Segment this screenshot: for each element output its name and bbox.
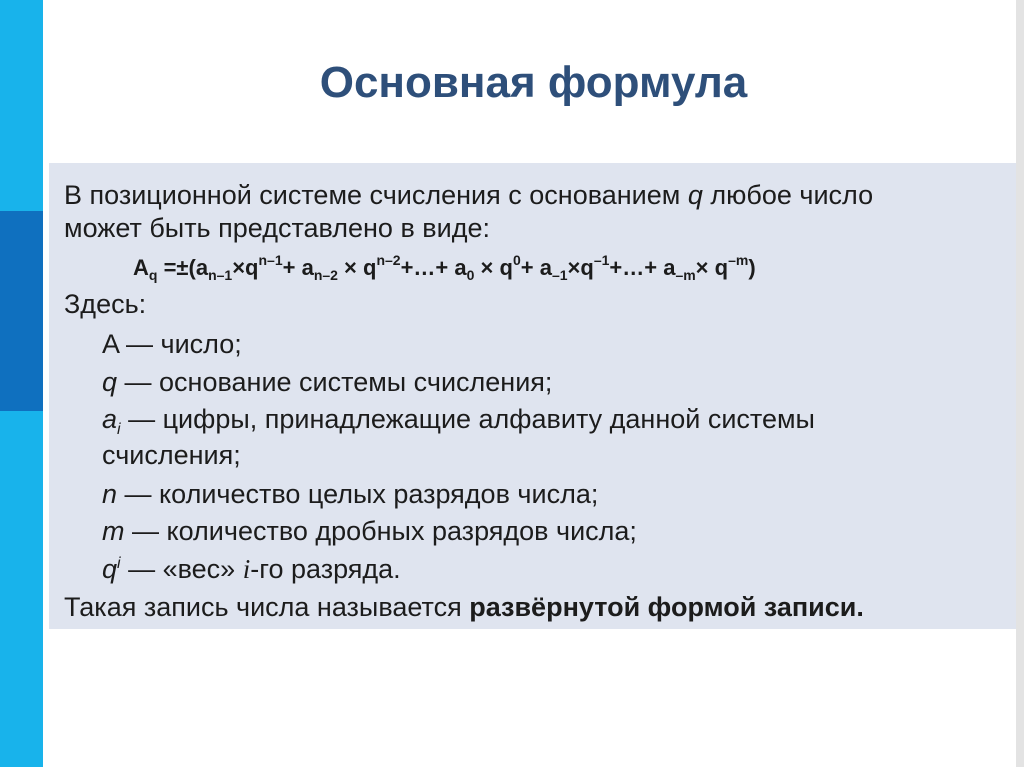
def-symbol: m [102, 516, 125, 546]
formula-sub: n–2 [313, 267, 338, 283]
def-qi [102, 554, 401, 585]
formula-sub: –m [675, 267, 696, 283]
def-sup: i [117, 555, 121, 572]
intro-text: В позиционной системе счисления с основанием [64, 180, 688, 210]
formula-part: +…+ a [400, 255, 467, 280]
formula-part: × q [695, 255, 729, 280]
formula-part: ×q [567, 255, 594, 280]
formula-part: + a [282, 255, 314, 280]
def-text: — число; [118, 329, 242, 359]
formula-sub: 0 [466, 267, 475, 283]
def-symbol: q [102, 367, 118, 397]
slide-title: Основная формула [319, 58, 748, 107]
formula-part: + a [520, 255, 552, 280]
def-text: — количество дробных разрядов числа; [124, 516, 637, 546]
def-symbol: q [102, 554, 118, 584]
formula-part: =±(a [157, 255, 209, 280]
def-sub: i [117, 421, 121, 438]
formula-part: × q [337, 255, 377, 280]
intro-line-1 [64, 180, 873, 211]
def-symbol: n [102, 479, 118, 509]
def-m [102, 516, 637, 547]
def-a [102, 404, 815, 439]
def-symbol: i [242, 554, 251, 584]
summary-line [64, 592, 864, 623]
formula-sup: –m [728, 252, 749, 268]
formula-A: A [133, 255, 149, 280]
formula-part: +…+ a [609, 255, 676, 280]
def-text: — основание системы счисления; [117, 367, 553, 397]
formula-sup: –1 [593, 252, 610, 268]
intro-text-end: любое число [702, 180, 874, 210]
formula-sub: –1 [551, 267, 568, 283]
left-accent-bar-dark-segment [0, 211, 43, 411]
formula-sup: 0 [512, 252, 521, 268]
def-text: — количество целых разрядов числа; [117, 479, 599, 509]
here-label: Здесь: [64, 289, 147, 319]
def-A [102, 329, 242, 360]
def-text: -го разряда. [250, 554, 401, 584]
expanded-form-formula [133, 252, 756, 283]
formula-sup: n–2 [376, 252, 401, 268]
intro-q: q [687, 180, 703, 210]
formula-sub: q [148, 267, 158, 283]
def-a-cont: счисления; [102, 440, 241, 470]
def-n [102, 479, 598, 510]
def-text: — «вес» [120, 554, 243, 584]
formula-sub: n–1 [208, 267, 233, 283]
formula-part: × q [474, 255, 513, 280]
summary-text: Такая запись числа называется [64, 592, 470, 622]
formula-sup: n–1 [258, 252, 283, 268]
page-edge [1016, 0, 1024, 767]
def-q [102, 367, 552, 398]
formula-part: ) [748, 255, 756, 280]
intro-line-2: может быть представлено в виде: [64, 213, 490, 243]
summary-emphasis: развёрнутой формой записи. [469, 592, 864, 622]
def-symbol: a [102, 404, 118, 434]
formula-part: ×q [232, 255, 259, 280]
def-symbol: A [102, 329, 119, 359]
def-text: — цифры, принадлежащие алфавиту данной системы [120, 404, 815, 434]
